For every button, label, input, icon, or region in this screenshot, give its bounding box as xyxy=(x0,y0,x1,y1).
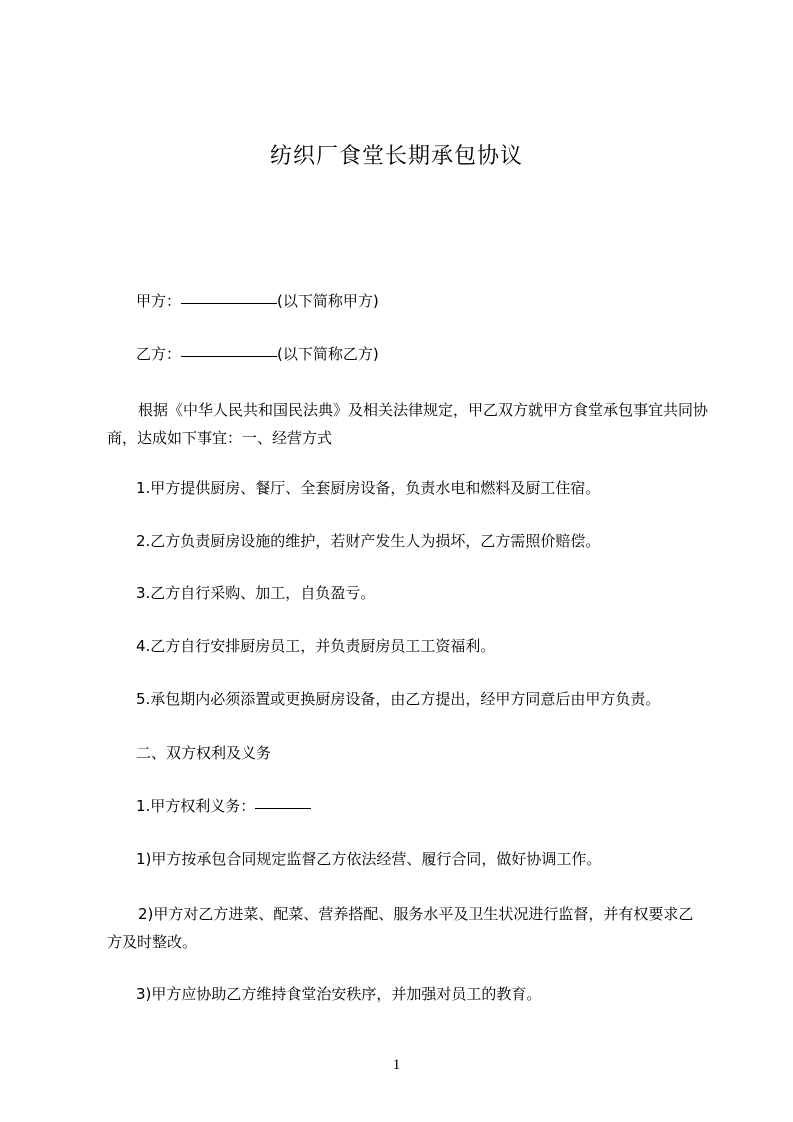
section1-item: 5.承包期内必须添置或更换厨房设备，由乙方提出，经甲方同意后由甲方负责。 xyxy=(136,690,661,708)
party-a-suffix: (以下简称甲方) xyxy=(277,292,379,310)
party-b-blank xyxy=(181,341,277,357)
section2-subitem: 1)甲方按承包合同规定监督乙方依法经营、履行合同，做好协调工作。 xyxy=(136,850,602,868)
section1-item: 1.甲方提供厨房、餐厅、全套厨房设备，负责水电和燃料及厨工住宿。 xyxy=(136,479,601,497)
section2-subitem: 3)甲方应协助乙方维持食堂治安秩序，并加强对员工的教育。 xyxy=(136,985,542,1003)
party-a-line xyxy=(107,287,707,315)
section1-item: 3.乙方自行采购、加工，自负盈亏。 xyxy=(136,584,376,602)
section2-heading: 二、双方权利及义务 xyxy=(136,744,272,762)
page-number: 1 xyxy=(392,1057,401,1073)
section2-item1-line xyxy=(107,792,707,820)
party-a-label: 甲方： xyxy=(136,292,182,310)
party-b-label: 乙方： xyxy=(136,345,182,363)
party-a-blank xyxy=(181,288,277,304)
section2-item1-blank xyxy=(255,793,311,809)
party-b-line xyxy=(107,340,707,368)
section1-item: 4.乙方自行安排厨房员工，并负责厨房员工工资福利。 xyxy=(136,637,496,655)
section1-item: 2.乙方负责厨房设施的维护，若财产发生人为损坏，乙方需照价赔偿。 xyxy=(136,532,601,550)
intro-paragraph: 根据《中华人民共和国民法典》及相关法律规定，甲乙双方就甲方食堂承包事宜共同协商，达成如下事宜：一、经营方式 xyxy=(107,401,709,447)
party-b-suffix: (以下简称乙方) xyxy=(277,345,379,363)
section2-item1-label: 1.甲方权利义务： xyxy=(136,797,256,815)
section2-subitem: 2)甲方对乙方进菜、配菜、营养搭配、服务水平及卫生状况进行监督，并有权要求乙方及时整改。 xyxy=(107,905,694,951)
document-title: 纺织厂食堂长期承包协议 xyxy=(269,144,523,169)
